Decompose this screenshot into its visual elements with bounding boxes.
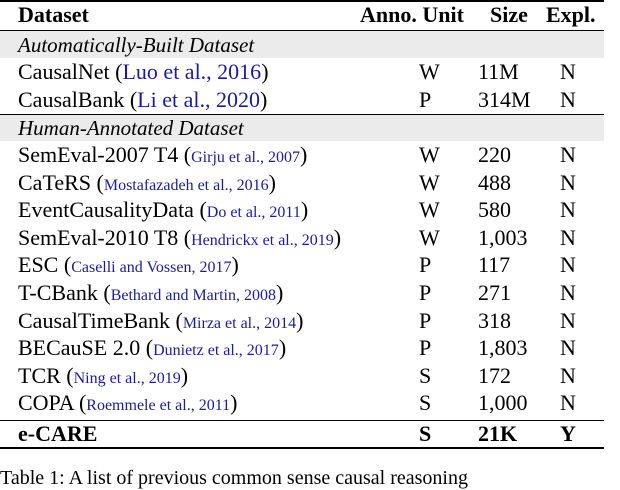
size-cell: 1,003: [478, 224, 528, 250]
bottom-rule: [0, 447, 604, 449]
dataset-name: TCR: [18, 362, 61, 388]
citation-link[interactable]: Caselli and Vossen, 2017: [71, 259, 232, 277]
dataset-name: SemEval-2010 T8: [18, 224, 179, 250]
header-size: Size: [490, 2, 528, 27]
dataset-name: CausalBank: [18, 86, 125, 112]
citation-link[interactable]: Mostafazadeh et al., 2016: [103, 176, 269, 194]
table-row: [0, 279, 620, 306]
citation-link[interactable]: Dunietz et al., 2017: [153, 342, 279, 360]
table-row: [0, 362, 620, 389]
anno-unit-cell: W: [419, 197, 440, 223]
dataset-name-cell: CausalNet (Luo et al., 2016): [18, 59, 269, 84]
table-row: [0, 389, 620, 416]
table-row: [0, 196, 620, 223]
size-cell: 318: [478, 307, 511, 333]
table-row-ecare: [0, 420, 620, 447]
size-cell: 1,803: [478, 335, 528, 361]
table-row: [0, 334, 620, 361]
section-title: Human-Annotated Dataset: [18, 116, 244, 140]
header-expl: Expl.: [546, 2, 596, 27]
final-row-expl: Y: [560, 421, 576, 446]
table-header-row: [0, 1, 620, 28]
anno-unit-cell: P: [419, 86, 432, 112]
dataset-name: T-CBank: [18, 280, 98, 305]
dataset-name: CausalNet: [18, 59, 110, 84]
citation-link[interactable]: Roemmele et al., 2011: [86, 397, 231, 415]
dataset-name-cell: COPA (Roemmele et al., 2011): [18, 390, 238, 416]
final-row-unit: S: [419, 421, 432, 446]
citation-link[interactable]: Luo et al., 2016: [122, 59, 262, 84]
dataset-name-cell: SemEval-2007 T4 (Girju et al., 2007): [18, 142, 308, 167]
anno-unit-cell: W: [419, 142, 440, 167]
anno-unit-cell: P: [419, 335, 432, 361]
size-cell: 220: [478, 142, 511, 167]
header-dataset: Dataset: [18, 2, 89, 27]
table-caption: Table 1: A list of previous common sense causal reasoning: [0, 467, 468, 489]
expl-cell: N: [560, 362, 576, 388]
citation-link[interactable]: Mirza et al., 2014: [182, 314, 297, 332]
size-cell: 117: [478, 252, 511, 278]
dataset-name: BECauSE 2.0: [18, 335, 141, 361]
citation-link[interactable]: Girju et al., 2007: [191, 149, 300, 166]
expl-cell: N: [560, 335, 576, 361]
dataset-name-cell: BECauSE 2.0 (Dunietz et al., 2017): [18, 335, 287, 361]
dataset-name-cell: TCR (Ning et al., 2019): [18, 362, 189, 388]
dataset-name: CausalTimeBank: [18, 307, 170, 333]
dataset-name-cell: ESC (Caselli and Vossen, 2017): [18, 252, 239, 278]
table-row: [0, 86, 620, 113]
anno-unit-cell: P: [419, 252, 432, 278]
dataset-name-cell: CaTeRS (Mostafazadeh et al., 2016): [18, 169, 276, 195]
citation-link[interactable]: Do et al., 2011: [206, 204, 301, 222]
anno-unit-cell: S: [419, 362, 432, 388]
expl-cell: N: [560, 59, 576, 84]
citation-link[interactable]: Li et al., 2020: [137, 86, 260, 112]
section-header: [0, 114, 604, 141]
table-row: [0, 251, 620, 278]
table-row: [0, 141, 620, 168]
size-cell: 580: [478, 197, 511, 223]
section-title: Automatically-Built Dataset: [18, 33, 255, 57]
dataset-name: EventCausalityData: [18, 197, 194, 223]
section-rule: [0, 114, 604, 115]
dataset-name-cell: T-CBank (Bethard and Martin, 2008): [18, 280, 284, 305]
anno-unit-cell: P: [419, 280, 432, 305]
final-row-size: 21K: [478, 421, 518, 446]
dataset-name-cell: CausalBank (Li et al., 2020): [18, 86, 268, 112]
dataset-name-cell: CausalTimeBank (Mirza et al., 2014): [18, 307, 304, 333]
dataset-name: ESC: [18, 252, 59, 278]
size-cell: 271: [478, 280, 511, 305]
table-row: [0, 307, 620, 334]
expl-cell: N: [560, 86, 576, 112]
table-row: [0, 58, 620, 85]
anno-unit-cell: W: [419, 169, 440, 195]
size-cell: 11M: [478, 59, 519, 84]
final-row-name: e-CARE: [18, 421, 98, 446]
expl-cell: N: [560, 280, 576, 305]
expl-cell: N: [560, 142, 576, 167]
dataset-name: SemEval-2007 T4: [18, 142, 179, 167]
citation-link[interactable]: Hendrickx et al., 2019: [191, 231, 334, 249]
expl-cell: N: [560, 252, 576, 278]
section-header: [0, 31, 604, 58]
anno-unit-cell: P: [419, 307, 432, 333]
table-row: [0, 224, 620, 251]
size-cell: 314M: [478, 86, 531, 112]
citation-link[interactable]: Bethard and Martin, 2008: [110, 287, 276, 304]
dataset-name-cell: EventCausalityData (Do et al., 2011): [18, 197, 309, 223]
expl-cell: N: [560, 197, 576, 223]
dataset-name: CaTeRS: [18, 169, 92, 195]
size-cell: 1,000: [478, 390, 528, 416]
anno-unit-cell: W: [419, 59, 440, 84]
expl-cell: N: [560, 307, 576, 333]
anno-unit-cell: W: [419, 224, 440, 250]
size-cell: 172: [478, 362, 511, 388]
size-cell: 488: [478, 169, 511, 195]
expl-cell: N: [560, 224, 576, 250]
table-row: [0, 169, 620, 196]
dataset-name: COPA: [18, 390, 74, 416]
expl-cell: N: [560, 390, 576, 416]
dataset-name-cell: SemEval-2010 T8 (Hendrickx et al., 2019): [18, 224, 342, 250]
anno-unit-cell: S: [419, 390, 432, 416]
header-anno-unit: Anno. Unit: [360, 2, 464, 27]
citation-link[interactable]: Ning et al., 2019: [73, 369, 181, 387]
expl-cell: N: [560, 169, 576, 195]
